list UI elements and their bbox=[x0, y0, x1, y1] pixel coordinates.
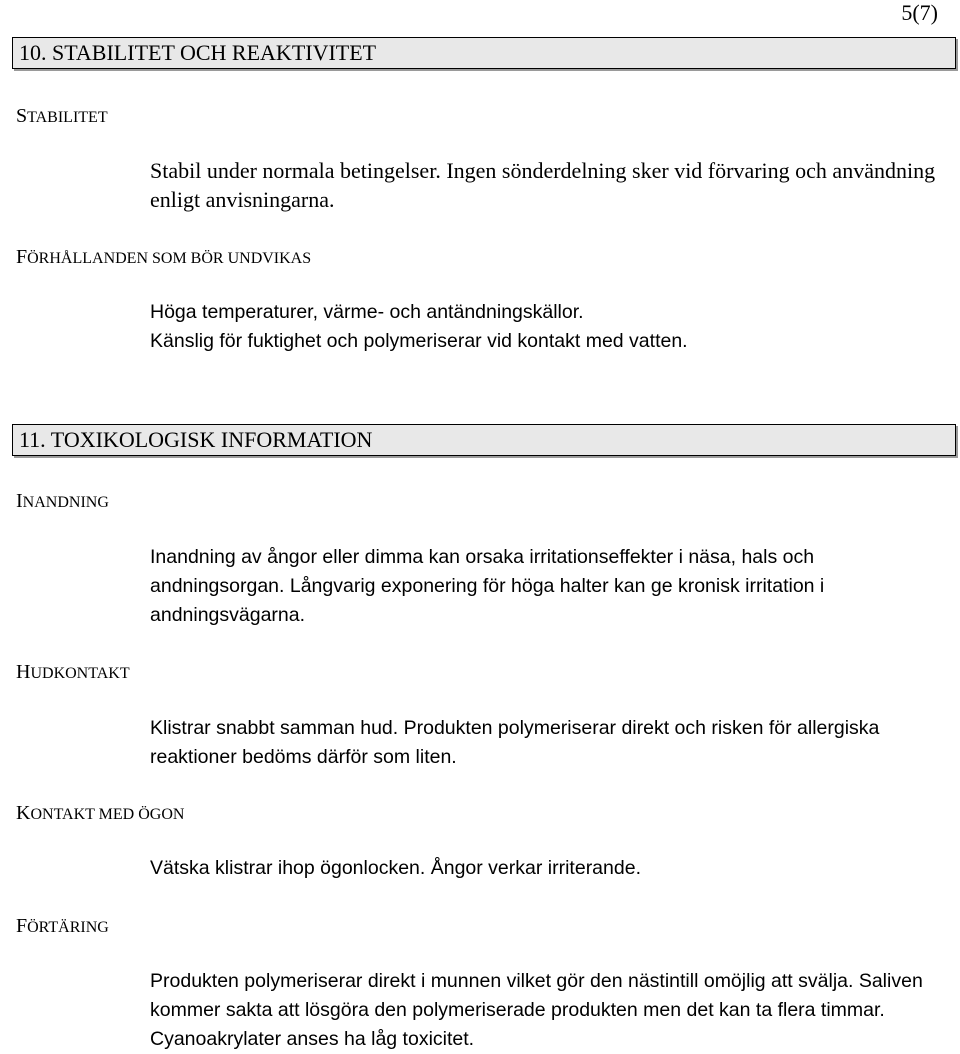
subheading-cap: S bbox=[16, 105, 28, 127]
subheading-cap: I bbox=[16, 490, 23, 512]
subheading-stabilitet bbox=[16, 104, 108, 130]
subheading-fortaring bbox=[16, 914, 109, 940]
page-number: 5(7) bbox=[901, 0, 938, 25]
subheading-rest: TABILITET bbox=[27, 109, 108, 126]
subheading-cap: F bbox=[16, 246, 28, 268]
ingestion-text: Produkten polymeriserar direkt i munnen vilket gör den nästintill omöjlig att svälja. Saliven kommer sakta att lösgöra den polymeriserade produkten men det kan ta flera timmar. Cyanoakrylater anses ha låg toxicitet. bbox=[150, 970, 923, 1050]
subheading-rest: ÖRTÄRING bbox=[27, 919, 109, 936]
subheading-cap: K bbox=[16, 802, 31, 824]
subheading-hudkontakt bbox=[16, 660, 130, 686]
subheading-rest: UDKONTAKT bbox=[30, 665, 130, 682]
conditions-to-avoid-text bbox=[150, 298, 940, 356]
subheading-cap: F bbox=[16, 915, 28, 937]
subheading-rest: ÖRHÅLLANDEN SOM BÖR UNDVIKAS bbox=[27, 250, 312, 267]
subheading-rest: NANDNING bbox=[22, 494, 109, 511]
section-header-toxicology: 11. TOXIKOLOGISK INFORMATION bbox=[12, 424, 956, 456]
subheading-eye-contact bbox=[16, 801, 184, 827]
inhalation-text: Inandning av ångor eller dimma kan orsaka irritationseffekter i näsa, hals och andningsorgan. Långvarig exponering för höga halter kan ge kronisk irritation i andningsvägarna. bbox=[150, 546, 825, 626]
section-header-stability: 10. STABILITET OCH REAKTIVITET bbox=[12, 37, 956, 69]
skin-contact-text: Klistrar snabbt samman hud. Produkten polymeriserar direkt och risken för allergiska reaktioner bedöms därför som liten. bbox=[150, 717, 880, 768]
subheading-rest: ONTAKT MED ÖGON bbox=[30, 806, 185, 823]
conditions-line-2: Känslig för fuktighet och polymeriserar vid kontakt med vatten. bbox=[150, 330, 688, 352]
subheading-inandning bbox=[16, 489, 109, 515]
stability-text: Stabil under normala betingelser. Ingen sönderdelning sker vid förvaring och användning enligt anvisningarna. bbox=[150, 158, 936, 212]
subheading-conditions-to-avoid bbox=[16, 245, 311, 271]
eye-contact-text: Vätska klistrar ihop ögonlocken. Ångor verkar irriterande. bbox=[150, 857, 641, 879]
conditions-line-1: Höga temperaturer, värme- och antändningskällor. bbox=[150, 301, 584, 323]
subheading-cap: H bbox=[16, 661, 31, 683]
